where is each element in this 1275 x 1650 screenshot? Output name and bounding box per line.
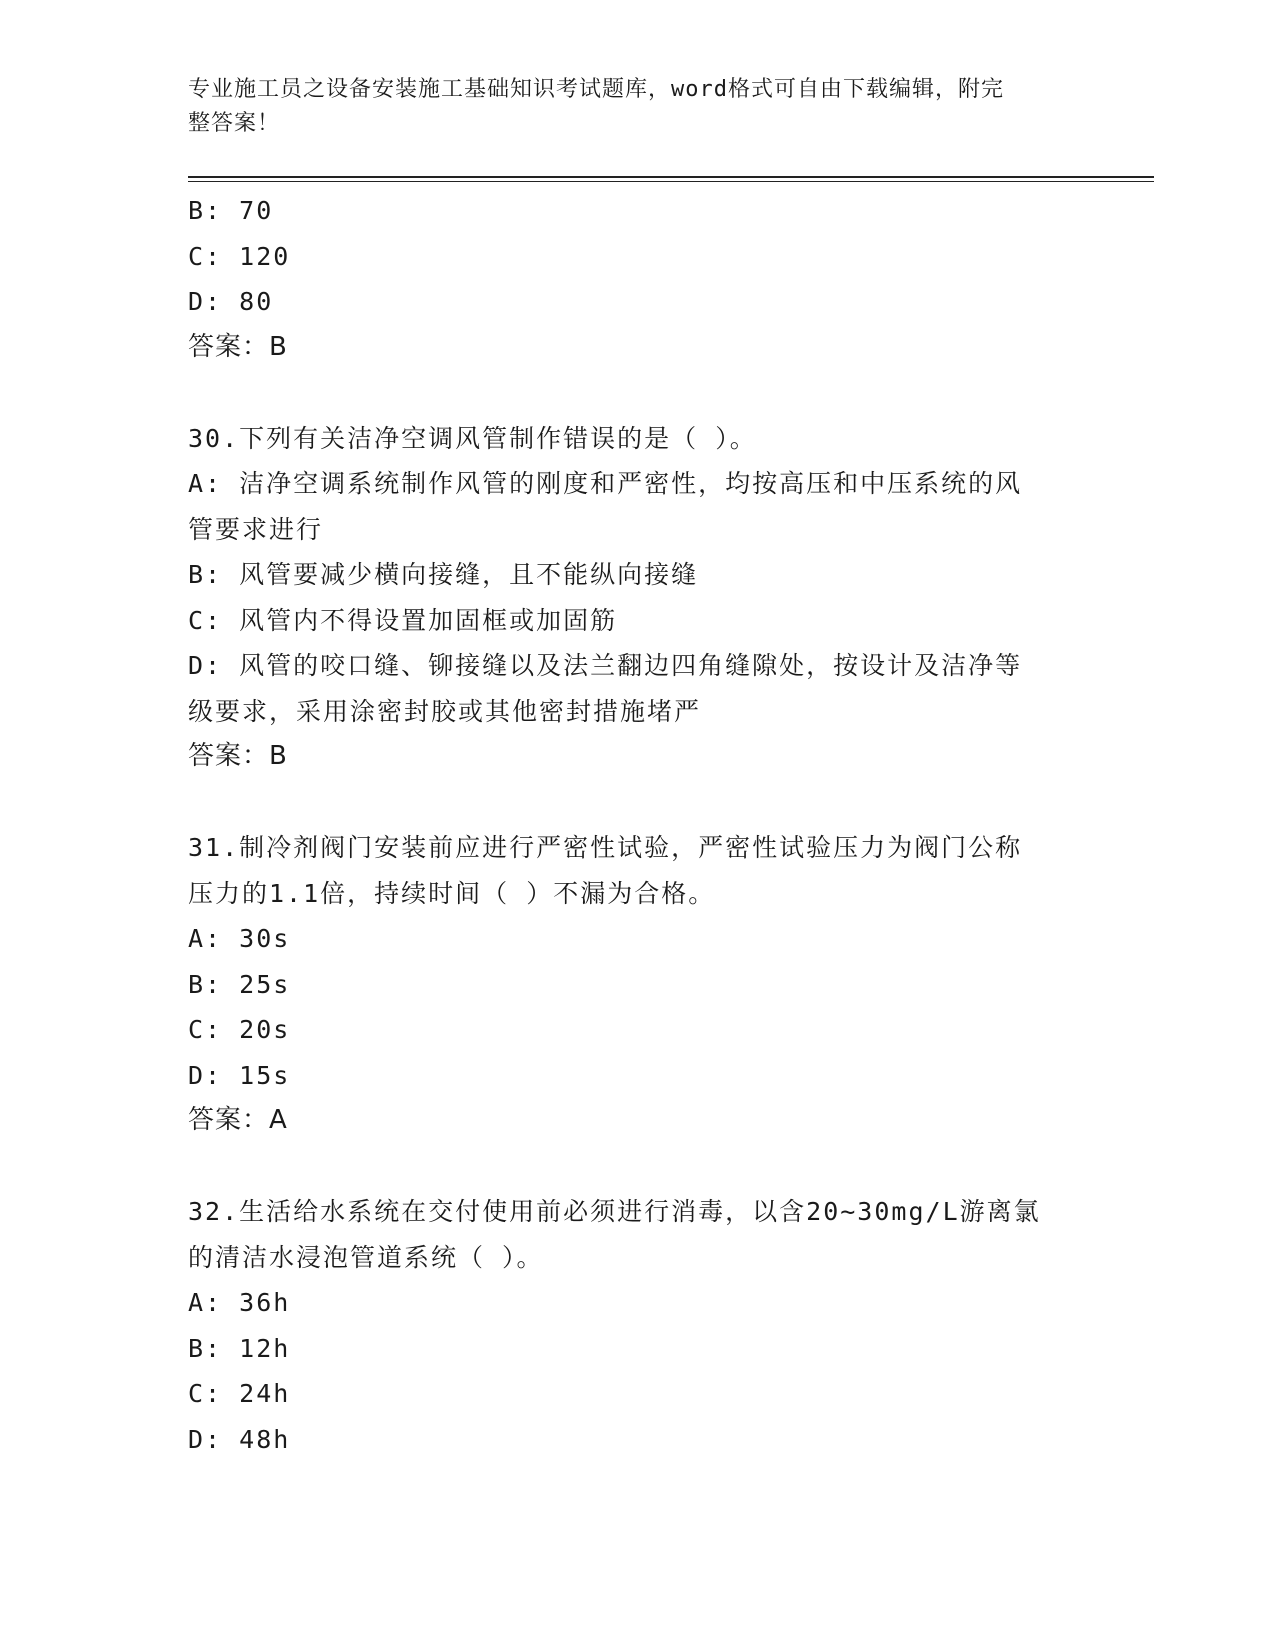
question-30 — [188, 416, 1088, 780]
option-b: B: 70 — [188, 196, 274, 225]
spacer — [188, 1144, 1088, 1190]
option-b: B: 12h — [188, 1333, 291, 1363]
option-c: C: 120 — [188, 241, 291, 271]
option-c: C: 24h — [188, 1379, 291, 1408]
option-b: B: 风管要减少横向接缝，且不能纵向接缝 — [188, 560, 699, 589]
option-d: D: 48h — [188, 1424, 291, 1454]
header-title-line-1: 专业施工员之设备安装施工基础知识考试题库，word格式可自由下载编辑，附完 — [188, 77, 1004, 102]
option-d: D: 80 — [188, 287, 274, 316]
previous-question-tail — [188, 188, 1088, 370]
answer-line: 答案：A — [188, 1105, 288, 1135]
question-stem: 30.下列有关洁净空调风管制作错误的是（ ）。 — [188, 423, 757, 453]
question-stem-line-1: 32.生活给水系统在交付使用前必须进行消毒，以含20~30mg/L游离氯 — [188, 1197, 1041, 1226]
question-stem-line-2: 压力的1.1倍，持续时间（ ）不漏为合格。 — [188, 878, 716, 908]
spacer — [188, 780, 1088, 826]
answer-line: 答案：B — [188, 741, 288, 771]
question-content — [188, 188, 1088, 1462]
question-stem-line-1: 31.制冷剂阀门安装前应进行严密性试验，严密性试验压力为阀门公称 — [188, 833, 1023, 862]
option-a-line-2: 管要求进行 — [188, 514, 324, 544]
option-c: C: 风管内不得设置加固框或加固筋 — [188, 605, 618, 635]
answer-line: 答案：B — [188, 331, 288, 362]
header-divider-thick — [188, 176, 1154, 178]
header-title-line-2: 整答案！ — [188, 111, 281, 136]
question-32 — [188, 1189, 1088, 1462]
option-d-line-1: D: 风管的咬口缝、铆接缝以及法兰翻边四角缝隙处，按设计及洁净等 — [188, 651, 1023, 680]
option-a-line-1: A: 洁净空调系统制作风管的刚度和严密性，均按高压和中压系统的风 — [188, 469, 1023, 498]
option-a: A: 30s — [188, 924, 291, 953]
question-stem-line-2: 的清洁水浸泡管道系统（ ）。 — [188, 1242, 544, 1272]
option-c: C: 20s — [188, 1015, 291, 1044]
question-31 — [188, 825, 1088, 1144]
spacer — [188, 370, 1088, 416]
document-header — [188, 73, 1068, 141]
option-b: B: 25s — [188, 969, 291, 999]
option-a: A: 36h — [188, 1288, 291, 1317]
header-divider-thin — [188, 181, 1154, 182]
option-d-line-2: 级要求，采用涂密封胶或其他密封措施堵严 — [188, 696, 702, 726]
option-d: D: 15s — [188, 1060, 291, 1090]
